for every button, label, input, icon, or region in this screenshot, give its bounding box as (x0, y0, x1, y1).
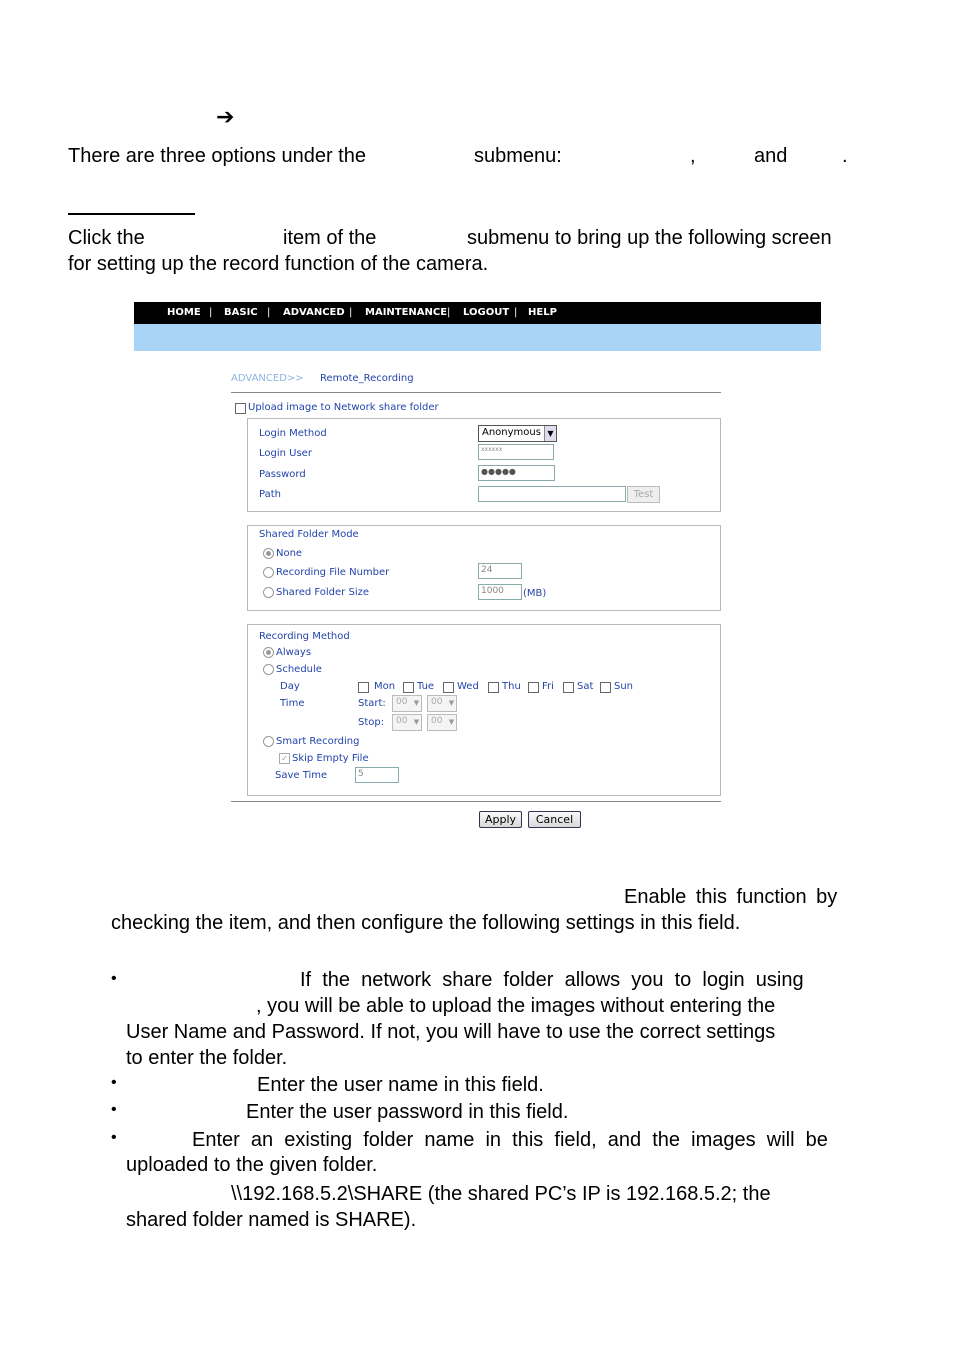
click-line-2: for setting up the record function of the camera. (68, 253, 489, 275)
login-method-label: Login Method (259, 428, 327, 439)
bullet1-line2: , you will be able to upload the images without entering the (256, 995, 776, 1017)
start-minute-select[interactable] (427, 695, 457, 712)
bullet4-line2: uploaded to the given folder. (126, 1154, 378, 1176)
start-minute-value: 00 (431, 697, 443, 707)
stop-hour-value: 00 (396, 716, 408, 726)
bullet-icon: • (111, 1074, 117, 1091)
options-text-4: and (754, 145, 788, 167)
password-label: Password (259, 469, 306, 480)
click-text-2: item of the (283, 227, 377, 249)
apply-button[interactable]: Apply (479, 811, 522, 828)
login-user-input[interactable]: xxxxxx (478, 444, 554, 460)
method-schedule-label: Schedule (276, 664, 322, 675)
click-text-3: submenu to bring up the following screen (467, 227, 832, 249)
login-method-value: Anonymous (482, 427, 541, 438)
bullet-icon: • (111, 970, 117, 987)
click-text-1: Click the (68, 227, 145, 249)
mode-none-label: None (276, 548, 303, 559)
divider (231, 801, 721, 802)
chevron-down-icon: ▼ (413, 699, 420, 707)
login-user-label: Login User (259, 448, 312, 459)
nav-maintenance[interactable]: MAINTENANCE (365, 307, 448, 318)
recording-method-label: Recording Method (259, 631, 350, 642)
nav-home[interactable]: HOME (167, 307, 201, 318)
bullet4-line3: \\192.168.5.2\SHARE (the shared PC’s IP is 192.168.5.2; the (231, 1183, 771, 1205)
path-input[interactable] (478, 486, 626, 502)
breadcrumb-page: Remote_Recording (320, 373, 414, 384)
method-smart-label: Smart Recording (276, 736, 360, 747)
day-wed-checkbox[interactable] (443, 682, 454, 693)
bullet4-line4: shared folder named is SHARE). (126, 1209, 417, 1231)
top-nav-bar (134, 302, 821, 324)
day-thu-label: Thu (502, 681, 521, 692)
method-always-radio[interactable] (263, 647, 274, 658)
method-always-label: Always (276, 647, 312, 658)
day-fri-label: Fri (542, 681, 554, 692)
bullet1-line1: If the network share folder allows you to login using (300, 969, 804, 991)
nav-advanced[interactable]: ADVANCED (283, 307, 345, 318)
save-time-input[interactable]: 5 (355, 767, 399, 783)
day-thu-checkbox[interactable] (488, 682, 499, 693)
remote-recording-screenshot (134, 302, 821, 848)
day-sat-checkbox[interactable] (563, 682, 574, 693)
time-label: Time (280, 698, 305, 709)
method-schedule-radio[interactable] (263, 664, 274, 675)
stop-hour-select[interactable] (392, 714, 422, 731)
skip-empty-file-label: Skip Empty File (292, 753, 369, 764)
stop-minute-select[interactable] (427, 714, 457, 731)
chevron-down-icon: ▼ (448, 718, 455, 726)
mode-file-number-label: Recording File Number (276, 567, 390, 578)
bullet1-line3: User Name and Password. If not, you will have to use the correct settings (126, 1021, 776, 1043)
size-unit-label: (MB) (523, 588, 547, 599)
bullet1-line4: to enter the folder. (126, 1047, 288, 1069)
bullet-icon: • (111, 1101, 117, 1118)
bullet3-text: Enter the user password in this field. (246, 1101, 569, 1123)
heading-underline (68, 213, 195, 215)
day-sun-checkbox[interactable] (600, 682, 611, 693)
nav-separator: | (514, 307, 518, 318)
start-hour-select[interactable] (392, 695, 422, 712)
chevron-down-icon: ▼ (413, 718, 420, 726)
upload-checkbox[interactable] (235, 403, 246, 414)
divider (231, 392, 721, 393)
options-text-1: There are three options under the (68, 145, 366, 167)
cancel-button[interactable]: Cancel (528, 811, 581, 828)
recording-file-number-input[interactable]: 24 (478, 563, 522, 579)
bullet4-line1: Enter an existing folder name in this field, and the images will be (192, 1129, 828, 1151)
method-smart-radio[interactable] (263, 736, 274, 747)
day-mon-checkbox[interactable] (358, 682, 369, 693)
click-line-1 (68, 225, 886, 251)
mode-folder-size-label: Shared Folder Size (276, 587, 369, 598)
day-tue-label: Tue (417, 681, 435, 692)
enable-line-1: Enable this function by (624, 886, 838, 908)
options-text-2: submenu: (474, 145, 562, 167)
nav-help[interactable]: HELP (528, 307, 557, 318)
mode-file-number-radio[interactable] (263, 567, 274, 578)
enable-line-2: checking the item, and then configure the following settings in this field. (111, 912, 741, 934)
stop-label: Stop: (358, 717, 385, 728)
day-mon-label: Mon (374, 681, 396, 692)
day-sat-label: Sat (577, 681, 594, 692)
options-text-5: . (842, 145, 848, 167)
nav-separator: | (209, 307, 213, 318)
title-bar (134, 324, 821, 351)
start-hour-value: 00 (396, 697, 408, 707)
upload-label: Upload image to Network share folder (248, 402, 439, 413)
chevron-down-icon: ▼ (448, 699, 455, 707)
save-time-label: Save Time (275, 770, 328, 781)
day-tue-checkbox[interactable] (403, 682, 414, 693)
day-label: Day (280, 681, 300, 692)
nav-basic[interactable]: BASIC (224, 307, 258, 318)
nav-separator: | (349, 307, 353, 318)
arrow-icon: ➔ (216, 104, 235, 129)
start-label: Start: (358, 698, 386, 709)
password-input[interactable]: ●●●●● (478, 465, 555, 481)
test-button[interactable]: Test (627, 486, 660, 503)
bullet-icon: • (111, 1129, 117, 1146)
nav-logout[interactable]: LOGOUT (463, 307, 510, 318)
nav-separator: | (267, 307, 271, 318)
day-sun-label: Sun (614, 681, 634, 692)
bullet2-text: Enter the user name in this field. (257, 1074, 544, 1096)
login-method-select[interactable] (478, 425, 557, 442)
day-wed-label: Wed (457, 681, 479, 692)
shared-folder-mode-label: Shared Folder Mode (259, 529, 359, 540)
chevron-down-icon: ▼ (544, 426, 556, 441)
options-text-3: , (690, 145, 696, 167)
stop-minute-value: 00 (431, 716, 443, 726)
path-label: Path (259, 489, 281, 500)
mode-none-radio[interactable] (263, 548, 274, 559)
skip-empty-file-checkbox[interactable]: ✓ (279, 753, 290, 764)
shared-folder-size-input[interactable]: 1000 (478, 584, 522, 600)
nav-separator: | (447, 307, 451, 318)
breadcrumb-section[interactable]: ADVANCED>> (231, 373, 304, 384)
mode-folder-size-radio[interactable] (263, 587, 274, 598)
day-fri-checkbox[interactable] (528, 682, 539, 693)
options-line (68, 143, 858, 169)
